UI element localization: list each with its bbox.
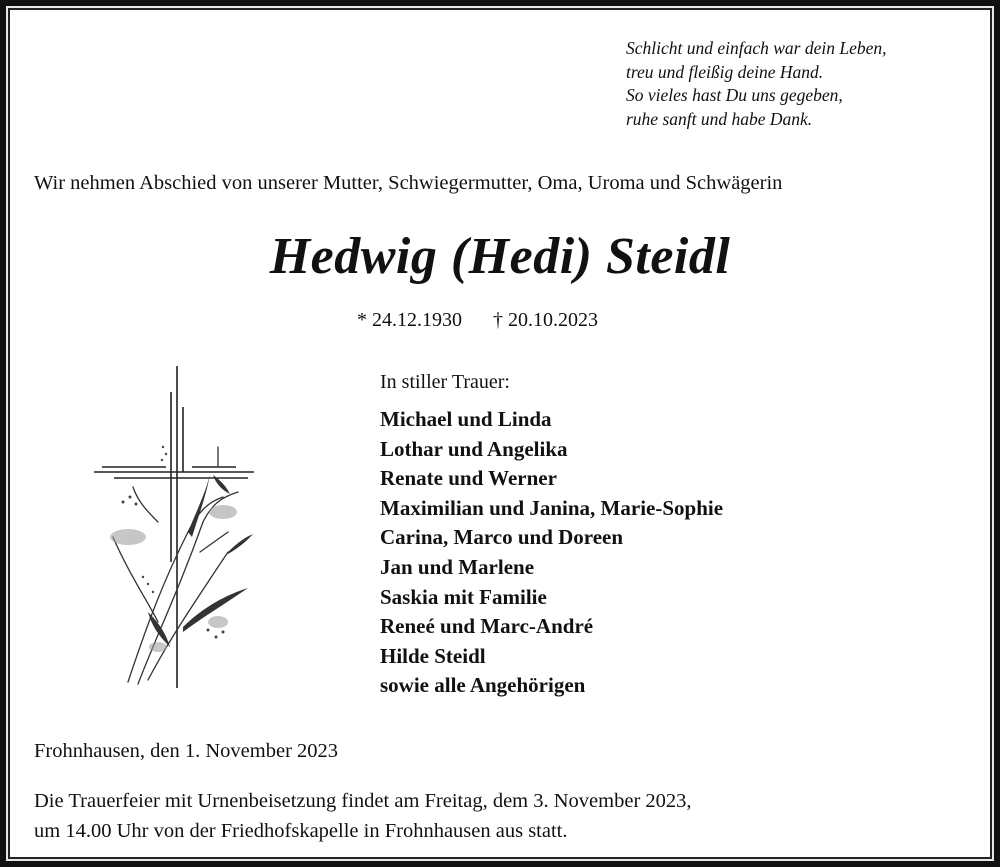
birth-date: * 24.12.1930 <box>357 309 462 331</box>
mourner-entry: Jan und Marlene <box>380 554 535 579</box>
mourner-entry: Hilde Steidl <box>380 643 486 668</box>
poem <box>626 37 887 131</box>
poem-line: ruhe sanft und habe Dank. <box>626 108 813 129</box>
death-date: † 20.10.2023 <box>493 309 598 331</box>
ceremony-line: Die Trauerfeier mit Urnenbeisetzung findet am Freitag, dem 3. November 2023, <box>34 790 692 812</box>
mourner-entry: Reneé und Marc-André <box>380 614 594 639</box>
intro-text: Wir nehmen Abschied von unserer Mutter, Schwiegermutter, Oma, Uroma und Schwägerin <box>34 172 783 194</box>
mourners-list <box>380 405 723 701</box>
place-and-date: Frohnhausen, den 1. November 2023 <box>34 740 339 762</box>
mourner-entry: Carina, Marco und Doreen <box>380 525 624 550</box>
mourner-entry: Lothar und Angelika <box>380 436 568 461</box>
ceremony-line: um 14.00 Uhr von der Friedhofskapelle in Frohnhausen aus statt. <box>34 820 568 842</box>
mourning-label: In stiller Trauer: <box>380 371 510 393</box>
deceased-name: Hedwig (Hedi) Steidl <box>269 228 731 285</box>
mourner-entry: Renate und Werner <box>380 466 557 491</box>
poem-line: treu und fleißig deine Hand. <box>626 61 824 82</box>
mourner-entry: sowie alle Angehörigen <box>380 673 586 698</box>
poem-line: Schlicht und einfach war dein Leben, <box>626 38 887 58</box>
cross-with-flowers-icon <box>88 362 258 692</box>
mourner-entry: Michael und Linda <box>380 407 552 431</box>
mourners-section <box>380 367 723 701</box>
life-dates <box>357 309 598 332</box>
mourner-entry: Saskia mit Familie <box>380 584 547 609</box>
ceremony-notice <box>34 786 692 846</box>
mourner-entry: Maximilian und Janina, Marie-Sophie <box>380 495 724 520</box>
poem-line: So vieles hast Du uns gegeben, <box>626 85 843 105</box>
